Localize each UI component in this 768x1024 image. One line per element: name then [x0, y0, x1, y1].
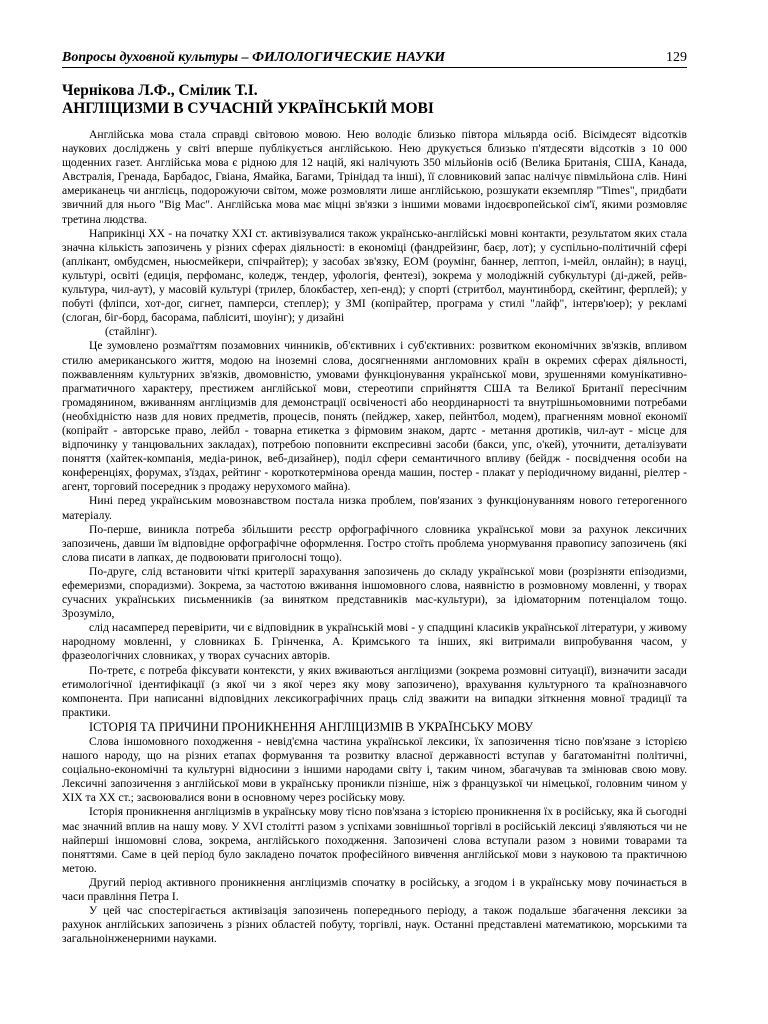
body-paragraph: Нині перед українським мовознавством постала низка проблем, пов'язаних з функціонуванням нового гетерогенного матеріалу.: [62, 494, 687, 522]
document-page: [62, 48, 687, 946]
body-paragraph: (стайлінг).: [105, 325, 158, 339]
body-paragraph: По-друге, слід встановити чіткі критерії зарахування запозичень до складу української мови (розрізняти епізодизми, ефемеризми, спорадизми). Зокрема, за частотою вживання іншомовного слова, наявністю в розмовному мовленні, у творах сучасних українських письменників (за винятком представників мас-культури), за ідіоматорним потенціалом тощо. Зрозуміло,: [62, 564, 687, 621]
article-title: АНГЛІЦИЗМИ В СУЧАСНІЙ УКРАЇНСЬКІЙ МОВІ: [62, 100, 434, 117]
running-header: [62, 48, 687, 68]
page-number: 129: [666, 50, 687, 65]
body-paragraph: По-третє, є потреба фіксувати контексти, у яких вживаються англіцизми (зокрема розмовні ситуації), визначити засади етимологічної ідентифікації (з якої чи з якої через яку мову запозичено), врахування культурного та країнознавчого компонента. При написанні відповідних лексикографічних праць слід зважити на випадки зіткнення мовної традиції та практики.: [62, 663, 687, 719]
section-paragraph: У цей час спостерігається активізація запозичень попереднього періоду, а також подальше збагачення лексики за рахунок англійських запозичень з різних областей побуту, торгівлі, наук. Останні представлені математикою, морськими та загальноінженерними науками.: [62, 904, 687, 946]
body-paragraph: По-перше, виникла потреба збільшити реєстр орфографічного словника української мови за рахунок лексичних запозичень, давши їм відповідне орфографічне оформлення. Гостро стоїть проблема унормування правопису запозичень (які слова писати в лапках, де подвоювати приголосні тощо).: [62, 522, 687, 564]
body-paragraph: Наприкінці ХХ - на початку ХХІ ст. активізувалися також українсько-англійські мовні контакти, результатом яких стала значна кількість запозичень у різних сферах діяльності: в економіці (фандрейзинг, баєр, лот); у суспільно-політичній сфері (аплікант, омбудсмен, ньюсмейкери, спічрайтер); у засобах зв'язку, ЕОМ (роумінг, баннер, лептоп, і-мейл, онлайн); в науці, культурі, освіті (едиція, перфоманс, коледж, тендер, уфологія, фентезі), зокрема у молодіжній субкультурі (ді-джей, рейв-культура, чил-аут), у масовій культурі (трилер, блокбастер, хеп-енд); у спорті (стритбол, маунтинборд, скейтинг, ферплей); у побуті (фліпси, хот-дог, сигнет, памперси, степлер); у ЗМІ (копірайтер, програма у стилі "лайф", інтерв'юер); у рекламі (слоган, біг-борд, басорама, пабліситі, шоуінг); у дизайні: [62, 226, 687, 325]
section-heading: ІСТОРІЯ ТА ПРИЧИНИ ПРОНИКНЕННЯ АНГЛІЦИЗМІВ В УКРАЇНСЬКУ МОВУ: [89, 719, 534, 734]
journal-title: Вопросы духовной культуры – ФИЛОЛОГИЧЕСКИЕ НАУКИ: [62, 50, 446, 65]
section-paragraph: Слова іншомовного походження - невід'ємна частина української лексики, їх запозичення тісно пов'язане з історією нашого народу, що на різних етапах формування та розвитку власної державності вступав у багатоманітні політичні, соціально-економічні та культурні відносини з іншими народами світу і, таким чином, збагачував та змінював свою мову. Лексичні запозичення з англійської мови в українську проникли пізніше, ніж з французької чи німецької, головним чином у ХІХ та ХХ ст.; засвоювалися вони в основному через російську мову.: [62, 734, 687, 805]
section-paragraph: Другий період активного проникнення англіцизмів спочатку в російську, а згодом і в українську мову починається в часи правління Петра І.: [62, 875, 687, 903]
section-paragraph: Історія проникнення англіцизмів в українську мову тісно пов'язана з історією проникнення їх в російську, яка й сьогодні має значний вплив на нашу мову. У XVI столітті разом з успіхами зовнішньої торгівлі в російській лексиці з'являються чи не найперші іншомовні слова, зокрема, англійського походження. Запозичені слова вступали разом з новими товарами та поняттями. Саме в цей період було закладено початок професійного вивчення англійської мови з науковою та практичною метою.: [62, 805, 687, 875]
article-authors: Чернікова Л.Ф., Смілик Т.І.: [62, 82, 258, 99]
body-paragraph: Англійська мова стала справді світовою мовою. Нею володіє близько півтора мільярда осіб. Вісімдесят відсотків наукових досліджень у світі вперше публікується англійською. Нею друкується близько п'ятдесяти відсотків з 10 000 щоденних газет. Англійська мова є рідною для 12 націй, які налічують 350 мільйонів осіб (Велика Британія, США, Канада, Австралія, Гренада, Барбадос, Гвіана, Ямайка, Багами, Трінідад та інші), її словниковий запас налічує півмільйона слів. Нині американець чи англієць, подорожуючи світом, може розмовляти лише англійською, розшукати екземпляр "Times", придбати звичний для нього "Big Mac". Англійська мова має міцні зв'язки з іншими мовами індоєвропейської сім'ї, якими розмовляє третина людства.: [62, 128, 687, 226]
body-paragraph: слід насамперед перевірити, чи є відповідник в українській мові - у спадщині класиків української літератури, у живому народному мовленні, у словниках Б. Грінченка, А. Кримського та інших, які витримали випробування часом, у фразеологічних словниках, у творах сучасних авторів.: [62, 621, 687, 663]
body-paragraph: Це зумовлено розмаїттям позамовних чинників, об'єктивних і суб'єктивних: розвитком економічних зв'язків, впливом стилю американського життя, модою на іноземні слова, досягненнями англомовних країн в окремих сферах діяльності, пожвавленням культурних зв'язків, двомовністю, умовами функціонування української мови, зрушеннями комунікативно-прагматичного характеру, престижем англійської мови, стереотипи сприйняття США та Великої Британії пересічним громадянином, вживанням англіцизмів для демонстрації освіченості або неординарності та внутрішньомовними потребами (необхідністю назв для нових предметів, процесів, понять (пейджер, хакер, пейнтбол, модем), прагненням мовної економії (копірайт - авторське право, лейбл - товарна етикетка з фірмовим знаком, дартс - метання дротиків, чил-аут - місце для відпочинку у танцювальних закладах), потребою поповнити експресивні засоби (бакси, упс, о'кей), уточнити, деталізувати поняття (хайтек-компанія, медіа-ринок, веб-дизайнер), поділ сфери семантичного впливу (бейдж - посвідчення особи на конференціях, форумах, з'їздах, рейтинг - короткотермінова оренда машин, постер - плакат у періодичному виданні, ріелтер - агент, торговий посередник з продажу нерухомого майна).: [62, 339, 687, 494]
article-body: [62, 128, 687, 946]
